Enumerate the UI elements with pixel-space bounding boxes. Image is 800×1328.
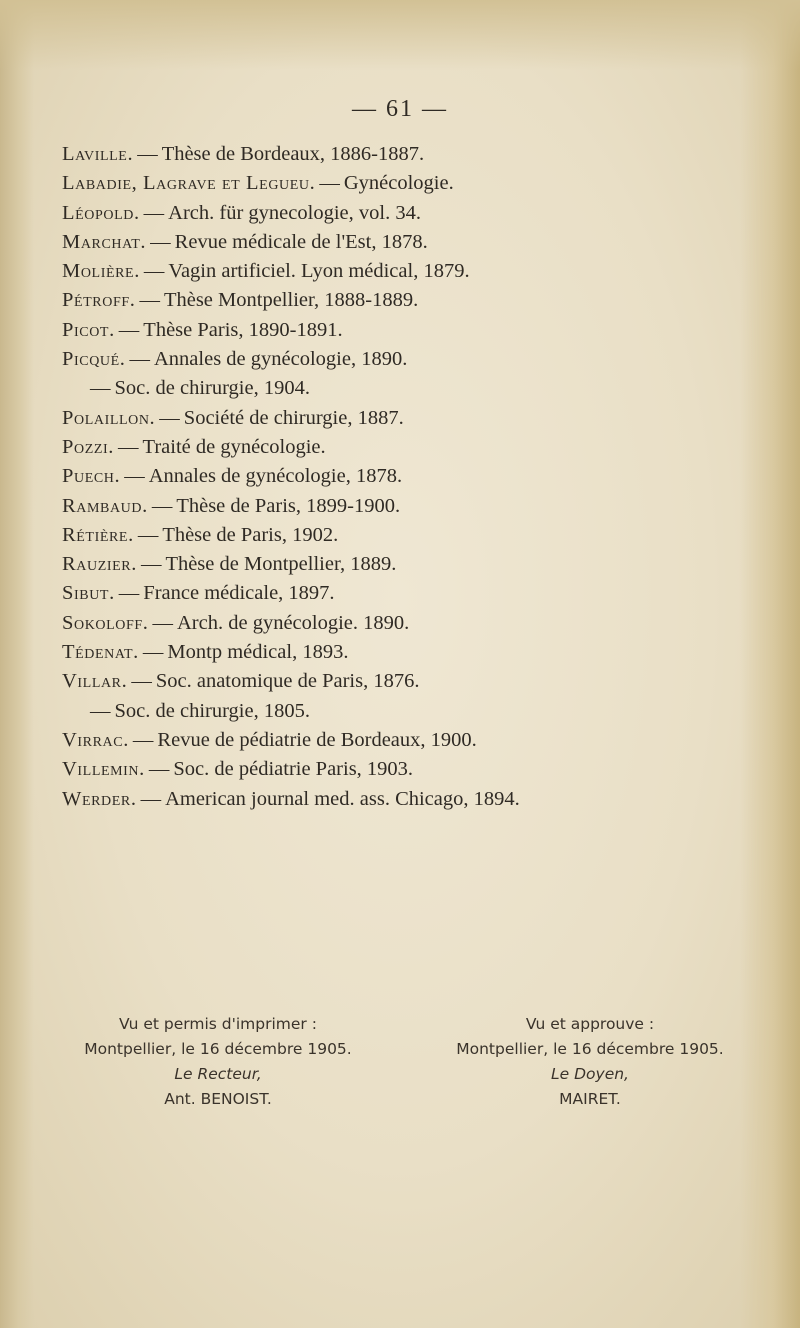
entry-author: Léopold. bbox=[62, 201, 140, 224]
entry-author: Tédenat. bbox=[62, 641, 139, 664]
entry-work: Thèse de Paris, 1902. bbox=[162, 523, 339, 546]
approval-block bbox=[0, 1012, 800, 1122]
entry-author: Picot. bbox=[62, 318, 115, 341]
entry-work: Revue médicale de l'Est, 1878. bbox=[174, 230, 428, 253]
entry-work: Soc. de chirurgie, 1904. bbox=[114, 377, 310, 400]
entry-dash: — bbox=[140, 787, 162, 810]
entry-work: American journal med. ass. Chicago, 1894. bbox=[165, 787, 520, 810]
entry-dash: — bbox=[137, 143, 158, 165]
entry-work: Annales de gynécologie, 1878. bbox=[148, 465, 403, 488]
entry-author: Sibut. bbox=[62, 582, 115, 605]
entry-dash: — bbox=[139, 289, 160, 312]
bibliography-entry bbox=[62, 345, 762, 374]
dean-approval-date: Montpellier, le 16 décembre 1905. bbox=[456, 1040, 724, 1058]
entry-dash: — bbox=[142, 641, 164, 664]
entry-author: Villemin. bbox=[62, 758, 145, 781]
entry-author: Rétière. bbox=[62, 523, 134, 546]
entry-author: Marchat. bbox=[62, 230, 147, 253]
entry-author: Pétroff. bbox=[62, 289, 136, 312]
bibliography-entry bbox=[62, 169, 762, 198]
bibliography-entry bbox=[62, 638, 762, 667]
bibliography-entry bbox=[62, 492, 762, 521]
page-number: — 61 — bbox=[352, 96, 448, 122]
entry-author: Virrac. bbox=[62, 728, 129, 751]
bibliography-list bbox=[62, 140, 762, 814]
entry-work: Vagin artificiel. Lyon médical, 1879. bbox=[168, 260, 470, 283]
entry-work: Arch. für gynecologie, vol. 34. bbox=[168, 201, 421, 224]
rector-name: Ant. BENOIST. bbox=[164, 1090, 272, 1108]
bibliography-entry bbox=[62, 550, 762, 579]
entry-dash: — bbox=[148, 758, 170, 781]
rector-approval bbox=[68, 1012, 368, 1112]
entry-work: Annales de gynécologie, 1890. bbox=[154, 348, 408, 371]
page-edge-top bbox=[0, 0, 800, 70]
entry-work: Thèse Paris, 1890-1891. bbox=[143, 318, 343, 341]
entry-dash: — bbox=[140, 553, 162, 576]
bibliography-entry bbox=[62, 609, 762, 638]
entry-author: Puech. bbox=[62, 465, 121, 488]
entry-work: Traité de gynécologie. bbox=[142, 435, 326, 458]
bibliography-entry bbox=[62, 755, 762, 784]
entry-dash: — bbox=[129, 348, 150, 371]
bibliography-entry bbox=[62, 462, 762, 491]
entry-dash: — bbox=[90, 377, 111, 400]
entry-author: Laville. bbox=[62, 143, 134, 165]
entry-dash: — bbox=[90, 699, 111, 722]
entry-author: Rambaud. bbox=[62, 494, 148, 517]
entry-author: Sokoloff. bbox=[62, 611, 149, 634]
bibliography-entry bbox=[62, 257, 762, 286]
bibliography-entry bbox=[62, 579, 762, 608]
bibliography-entry bbox=[62, 374, 762, 403]
bibliography-entry bbox=[62, 199, 762, 228]
entry-work: Thèse de Montpellier, 1889. bbox=[165, 553, 397, 576]
entry-work: France médicale, 1897. bbox=[143, 582, 335, 605]
entry-work: Thèse de Bordeaux, 1886-1887. bbox=[161, 143, 425, 165]
bibliography-entry bbox=[62, 697, 762, 726]
entry-dash: — bbox=[319, 172, 340, 195]
entry-author: Villar. bbox=[62, 670, 128, 693]
entry-author: Pozzi. bbox=[62, 435, 115, 458]
dean-approval-heading: Vu et approuve : bbox=[525, 1015, 655, 1033]
dean-name: MAIRET. bbox=[559, 1090, 621, 1108]
bibliography-entry bbox=[62, 726, 762, 755]
entry-author: Molière. bbox=[62, 260, 140, 283]
bibliography-entry bbox=[62, 433, 762, 462]
entry-work: Soc. de chirurgie, 1805. bbox=[114, 699, 310, 722]
entry-dash: — bbox=[131, 670, 152, 693]
page-edge-left bbox=[0, 0, 34, 1328]
entry-author: Labadie, Lagrave et Legueu. bbox=[62, 172, 316, 195]
entry-dash: — bbox=[118, 318, 140, 341]
entry-dash: — bbox=[159, 406, 180, 429]
entry-author: Polaillon. bbox=[62, 406, 156, 429]
entry-dash: — bbox=[137, 523, 159, 546]
entry-dash: — bbox=[118, 582, 140, 605]
entry-dash: — bbox=[143, 260, 165, 283]
entry-dash: — bbox=[132, 728, 154, 751]
bibliography-entry bbox=[62, 316, 762, 345]
rector-title: Le Recteur, bbox=[174, 1065, 262, 1083]
entry-work: Thèse de Paris, 1899-1900. bbox=[176, 494, 401, 517]
entry-work: Arch. de gynécologie. 1890. bbox=[177, 611, 410, 634]
entry-work: Soc. de pédiatrie Paris, 1903. bbox=[173, 758, 414, 781]
dean-approval bbox=[420, 1012, 760, 1112]
entry-work: Gynécologie. bbox=[343, 172, 454, 195]
entry-dash: — bbox=[151, 494, 173, 517]
bibliography-entry bbox=[62, 140, 762, 169]
entry-dash: — bbox=[124, 465, 145, 488]
entry-dash: — bbox=[150, 230, 171, 253]
entry-dash: — bbox=[118, 435, 139, 458]
entry-work: Société de chirurgie, 1887. bbox=[183, 406, 404, 429]
rector-approval-date: Montpellier, le 16 décembre 1905. bbox=[84, 1040, 352, 1058]
entry-work: Revue de pédiatrie de Bordeaux, 1900. bbox=[157, 728, 477, 751]
entry-work: Soc. anatomique de Paris, 1876. bbox=[155, 670, 420, 693]
bibliography-entry bbox=[62, 404, 762, 433]
entry-dash: — bbox=[143, 201, 165, 224]
entry-author: Werder. bbox=[62, 787, 137, 810]
bibliography-entry bbox=[62, 667, 762, 696]
entry-work: Thèse Montpellier, 1888-1889. bbox=[163, 289, 419, 312]
entry-author: Picqué. bbox=[62, 348, 126, 371]
entry-dash: — bbox=[152, 611, 173, 634]
entry-work: Montp médical, 1893. bbox=[167, 641, 349, 664]
bibliography-entry bbox=[62, 228, 762, 257]
bibliography-entry bbox=[62, 785, 762, 814]
bibliography-entry bbox=[62, 521, 762, 550]
rector-approval-heading: Vu et permis d'imprimer : bbox=[119, 1015, 317, 1033]
entry-author: Rauzier. bbox=[62, 553, 137, 576]
dean-title: Le Doyen, bbox=[551, 1065, 629, 1083]
bibliography-entry bbox=[62, 286, 762, 315]
